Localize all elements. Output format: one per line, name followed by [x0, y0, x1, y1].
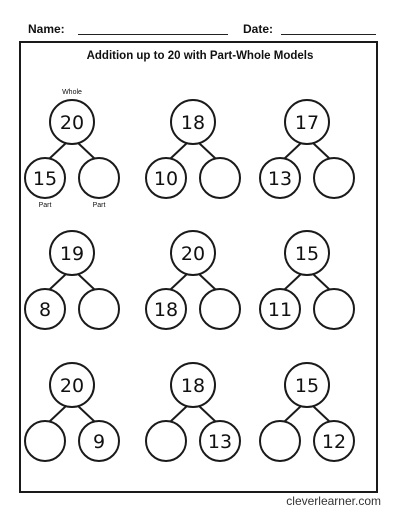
part-number-left: 11 [267, 299, 293, 321]
connector-line [49, 143, 66, 159]
connector-line [313, 274, 330, 290]
whole-number: 15 [294, 243, 320, 265]
part-number-left: 10 [153, 168, 179, 190]
connector-line [170, 274, 187, 290]
part-whole-model [25, 89, 119, 209]
part-label-right: Part [92, 202, 106, 209]
part-number-right: 13 [207, 431, 233, 453]
connector-line [313, 143, 330, 159]
part-whole-model [260, 231, 354, 329]
part-circle-right-blank[interactable] [200, 289, 240, 329]
whole-number: 18 [180, 375, 206, 397]
connector-line [170, 406, 187, 422]
connector-line [284, 143, 301, 159]
part-whole-model [146, 231, 240, 329]
name-label: Name: [28, 22, 65, 36]
connector-line [49, 406, 66, 422]
part-number-left: 15 [32, 168, 58, 190]
connector-line [313, 406, 330, 422]
worksheet-title: Addition up to 20 with Part-Whole Models [86, 50, 314, 62]
part-circle-right-blank[interactable] [79, 289, 119, 329]
part-number-right: 12 [321, 431, 347, 453]
whole-label: Whole [62, 89, 82, 96]
footer-site: cleverlearner.com [286, 494, 381, 508]
part-circle-left-blank[interactable] [146, 421, 186, 461]
part-circle-left-blank[interactable] [25, 421, 65, 461]
connector-line [170, 143, 187, 159]
part-circle-right-blank[interactable] [79, 158, 119, 198]
part-whole-model [260, 100, 354, 198]
whole-number: 18 [180, 112, 206, 134]
connector-line [284, 406, 301, 422]
part-circle-right-blank[interactable] [314, 289, 354, 329]
whole-number: 15 [294, 375, 320, 397]
connector-line [78, 274, 95, 290]
connector-line [284, 274, 301, 290]
part-label-left: Part [38, 202, 52, 209]
whole-number: 20 [59, 112, 85, 134]
part-whole-model [25, 363, 119, 461]
whole-number: 19 [59, 243, 85, 265]
connector-line [49, 274, 66, 290]
connector-line [199, 274, 216, 290]
part-number-left: 13 [267, 168, 293, 190]
connector-line [78, 406, 95, 422]
part-number-left: 8 [38, 299, 52, 321]
connector-line [199, 406, 216, 422]
part-number-left: 18 [153, 299, 179, 321]
part-whole-model [146, 100, 240, 198]
part-number-right: 9 [92, 431, 106, 453]
whole-number: 20 [59, 375, 85, 397]
connector-line [199, 143, 216, 159]
part-circle-right-blank[interactable] [200, 158, 240, 198]
date-label: Date: [243, 22, 274, 36]
whole-number: 17 [294, 112, 320, 134]
part-circle-right-blank[interactable] [314, 158, 354, 198]
connector-line [78, 143, 95, 159]
part-whole-model [260, 363, 354, 461]
part-circle-left-blank[interactable] [260, 421, 300, 461]
whole-number: 20 [180, 243, 206, 265]
part-whole-model [25, 231, 119, 329]
part-whole-model [146, 363, 240, 461]
